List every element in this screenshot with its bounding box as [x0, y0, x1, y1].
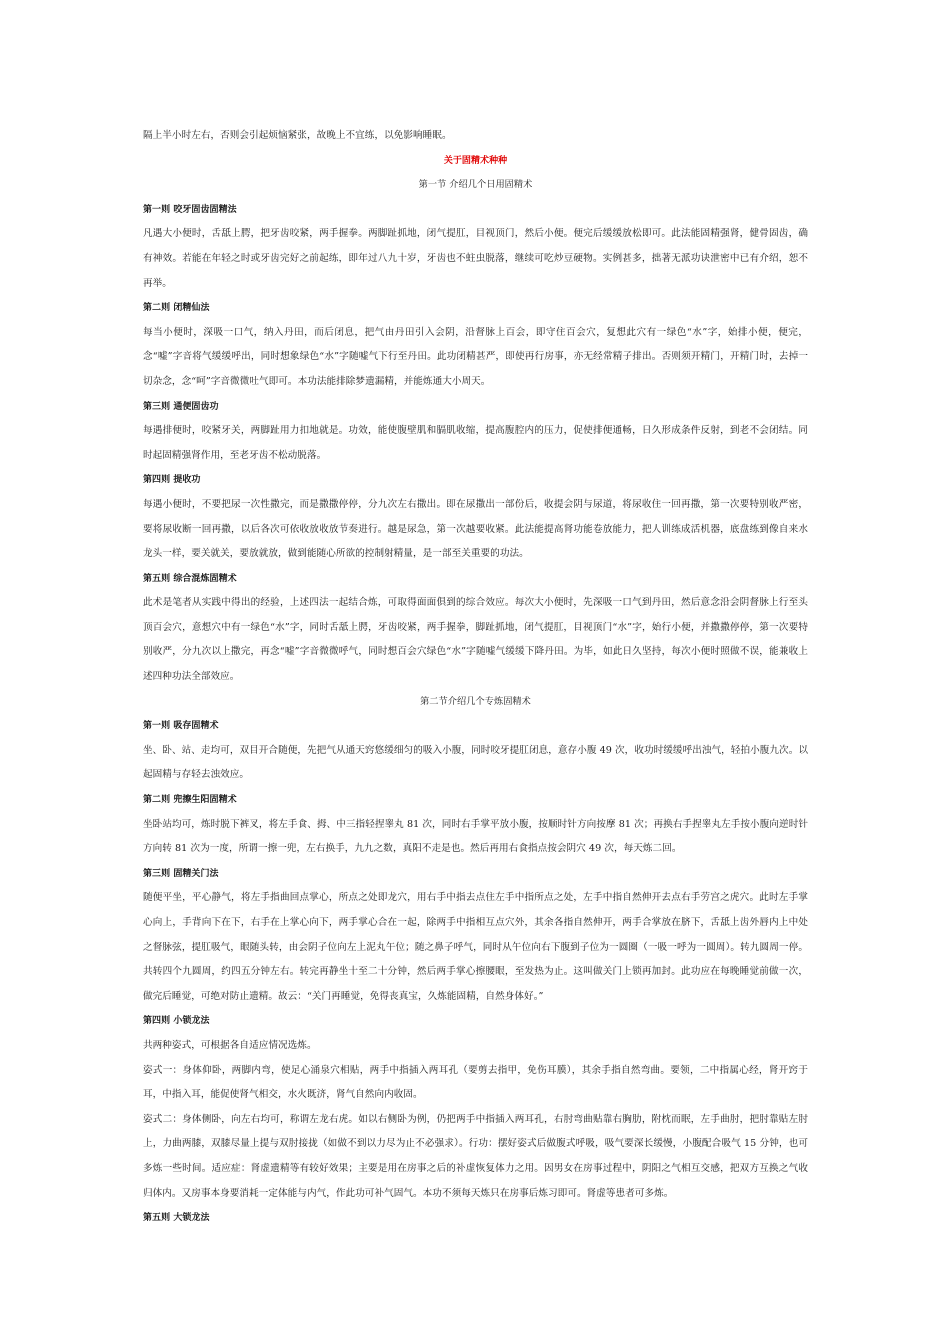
item-heading: 第二则 闭精仙法: [143, 303, 210, 314]
body-paragraph: 每遇排便时，咬紧牙关，两脚趾用力扣地就是。功效，能使腹壁肌和膈肌收缩，提高腹腔内的压力，促使排便通畅，日久形成条件反射，到老不会闭结。同时起固精强肾作用，至老牙齿不松动脱落。: [143, 425, 808, 461]
section-2-title: 第二节介绍几个专炼固精术: [420, 695, 531, 707]
item-heading: 第四则 提收功: [143, 475, 201, 486]
section-1-title: 第一节 介绍几个日用固精术: [418, 179, 533, 191]
item-heading: 第二则 兜擦生阳固精术: [143, 795, 237, 806]
item-heading: 第一则 咬牙固齿固精法: [143, 204, 237, 215]
body-paragraph: 坐、卧、站、走均可，双目开合随便，先把气从通天窍悠缓细匀的吸入小腹，同时咬牙提肛闭息，意存小腹 49 次，收功时缓缓呼出浊气，轻拍小腹九次。以起固精与存轻去浊效应。: [143, 744, 808, 781]
item-heading: 第五则 大锁龙法: [143, 1213, 210, 1224]
item-heading: 第三则 固精关门法: [143, 868, 219, 879]
body-paragraph: 每当小便时，深吸一口气，纳入丹田，而后闭息，把气由丹田引入会阴，沿督脉上百会，即守住百会穴，复想此穴有一绿色“水”字，始排小便，便完，念“嘘”字音将气缓缓呼出，同时想象绿色“水”字随嘘气下行至丹田。此功闭精甚严，即使再行房事，亦无经常精子排出。否则须开精门，开精门时，去掉一切杂念，念“呵”字音微微吐气即可。本功法能排除梦遗漏精，并能炼通大小周天。: [143, 326, 808, 387]
main-title: 关于固精术种种: [443, 155, 508, 166]
body-paragraph: 姿式一：身体仰卧，两脚内弯，使足心涌泉穴相贴，两手中指插入两耳孔（要剪去指甲，免伤耳膜），其余手指自然弯曲。要领，二中指属心经，肾开窍于耳，中指入耳，能促使肾气相交，水火既济，肾气自然向内收固。: [143, 1064, 808, 1101]
item-heading: 第四则 小锁龙法: [143, 1016, 210, 1027]
document-page: [143, 124, 808, 1231]
body-paragraph: 共两种姿式，可根据各自适应情况选炼。: [143, 1039, 317, 1051]
body-paragraph: 凡遇大小便时，舌舐上腭，把牙齿咬紧，两手握拳。两脚趾抓地，闭气提肛，目视顶门，然后小便。便完后缓缓放松即可。此法能固精强肾，健骨固齿，确有神效。若能在年轻之时或牙齿完好之前起练，即年过八九十岁，牙齿也不蛀虫脱落，继续可吃炒豆硬物。实例甚多，拙著无派功诀泄密中已有介绍，恕不再举。: [143, 228, 808, 289]
item-heading: 第三则 通便固齿功: [143, 401, 219, 412]
section-2-body: [143, 714, 808, 1230]
body-paragraph: 每遇小便时，不要把尿一次性撒完，而是撒撒停停，分九次左右撒出。即在尿撒出一部份后，收提会阴与尿道，将尿收住一回再撒，第一次要特别收严密，要将尿收断一回再撒，以后各次可依收放收放节奏进行。越是尿急，第一次越要收紧。此法能提高肾功能卷放能力，把人训练成活机器，底盘练到像自来水龙头一样，要关就关，要放就放，做到能随心所欲的控制射精量，是一部至关重要的功法。: [143, 498, 808, 560]
body-paragraph: 姿式二：身体侧卧，向左右均可，称谓左龙右虎。如以右侧卧为例，仍把两手中指插入两耳孔，右肘弯曲贴靠右胸肋，附枕而眠，左手曲肘，把肘靠贴左肘上，力曲两膝，双膝尽量上提与双肘接拢（如做不到以力尽为止不必强求）。行功：摆好姿式后做腹式呼吸，吸气要深长缓慢，小腹配合吸气 15 分钟，也可多炼一些时间。适应症：肾虚遗精等有较好效果；主要是用在房事之后的补虚恢复体力之用。因男女在房事过程中，阴阳之气相互交感，把双方互换之气收归体内。又房事本身要消耗一定体能与内气，作此功可补气固气。本功不须每天炼只在房事后炼习即可。肾虚等患者可多炼。: [143, 1113, 808, 1199]
body-paragraph: 此术是笔者从实践中得出的经验，上述四法一起结合炼，可取得面面俱到的综合效应。每次大小便时，先深吸一口气到丹田，然后意念沿会阴督脉上行至头顶百会穴，意想穴中有一绿色“水”字，同时舌舐上腭，牙齿咬紧，两手握拳，脚趾抓地，闭气提肛，目视顶门“水”字，始行小便，并撒撒停停，第一次要特别收严，分九次以上撒完，再念“嘘”字音微微呼气，同时想百会穴绿色“水”字随嘘气缓缓下降丹田。为毕，如此日久坚持，每次小便时照做不误，能兼收上述四种功法全部效应。: [143, 597, 808, 683]
body-paragraph: 随便平坐，平心静气，将左手指曲回点掌心，所点之处即龙穴，用右手中指去点住左手中指所点之处，左手中指自然伸开去点右手劳宫之虎穴。此时左手掌心向上，手背向下在下，右手在上掌心向下，两手掌心合在一起，除两手中指相互点穴外，其余各指自然伸开，两手合掌放在脐下，舌舐上齿外唇内上中处之督脉弦，提肛吸气，眼随头转，由会阴子位向左上泥丸午位；随之鼻子呼气，同时从午位向右下腹到子位为一圆圈（一吸一呼为一圆周）。转九圆周一停。共转四个九圆周，约四五分钟左右。转完再静坐十至二十分钟，然后两手掌心擦腰眼，至发热为止。这叫做关门上锁再加封。此功应在每晚睡觉前做一次，做完后睡觉，可绝对防止遗精。故云：“关门再睡觉，免得丧真宝，久炼能固精，自然身体好。”: [143, 892, 808, 1002]
intro-paragraph: 隔上半小时左右，否则会引起烦恼紧张，故晚上不宜练，以免影响睡眠。: [143, 130, 452, 141]
section-1-body: [143, 198, 808, 690]
item-heading: 第一则 吸存固精术: [143, 721, 219, 732]
body-paragraph: 坐卧站均可，炼时脱下裤叉，将左手食、拇、中三指轻捏睾丸 81 次，同时右手掌平放小腹，按顺时针方向按摩 81 次；再换右手捏睾丸左手按小腹向逆时针方向转 81 次为一度，所谓一擦一兜，左右换手，九九之数，真阳不走是也。然后再用右食指点按会阴穴 49 次，每天炼二回。: [143, 818, 808, 855]
item-heading: 第五则 综合混炼固精术: [143, 573, 237, 584]
